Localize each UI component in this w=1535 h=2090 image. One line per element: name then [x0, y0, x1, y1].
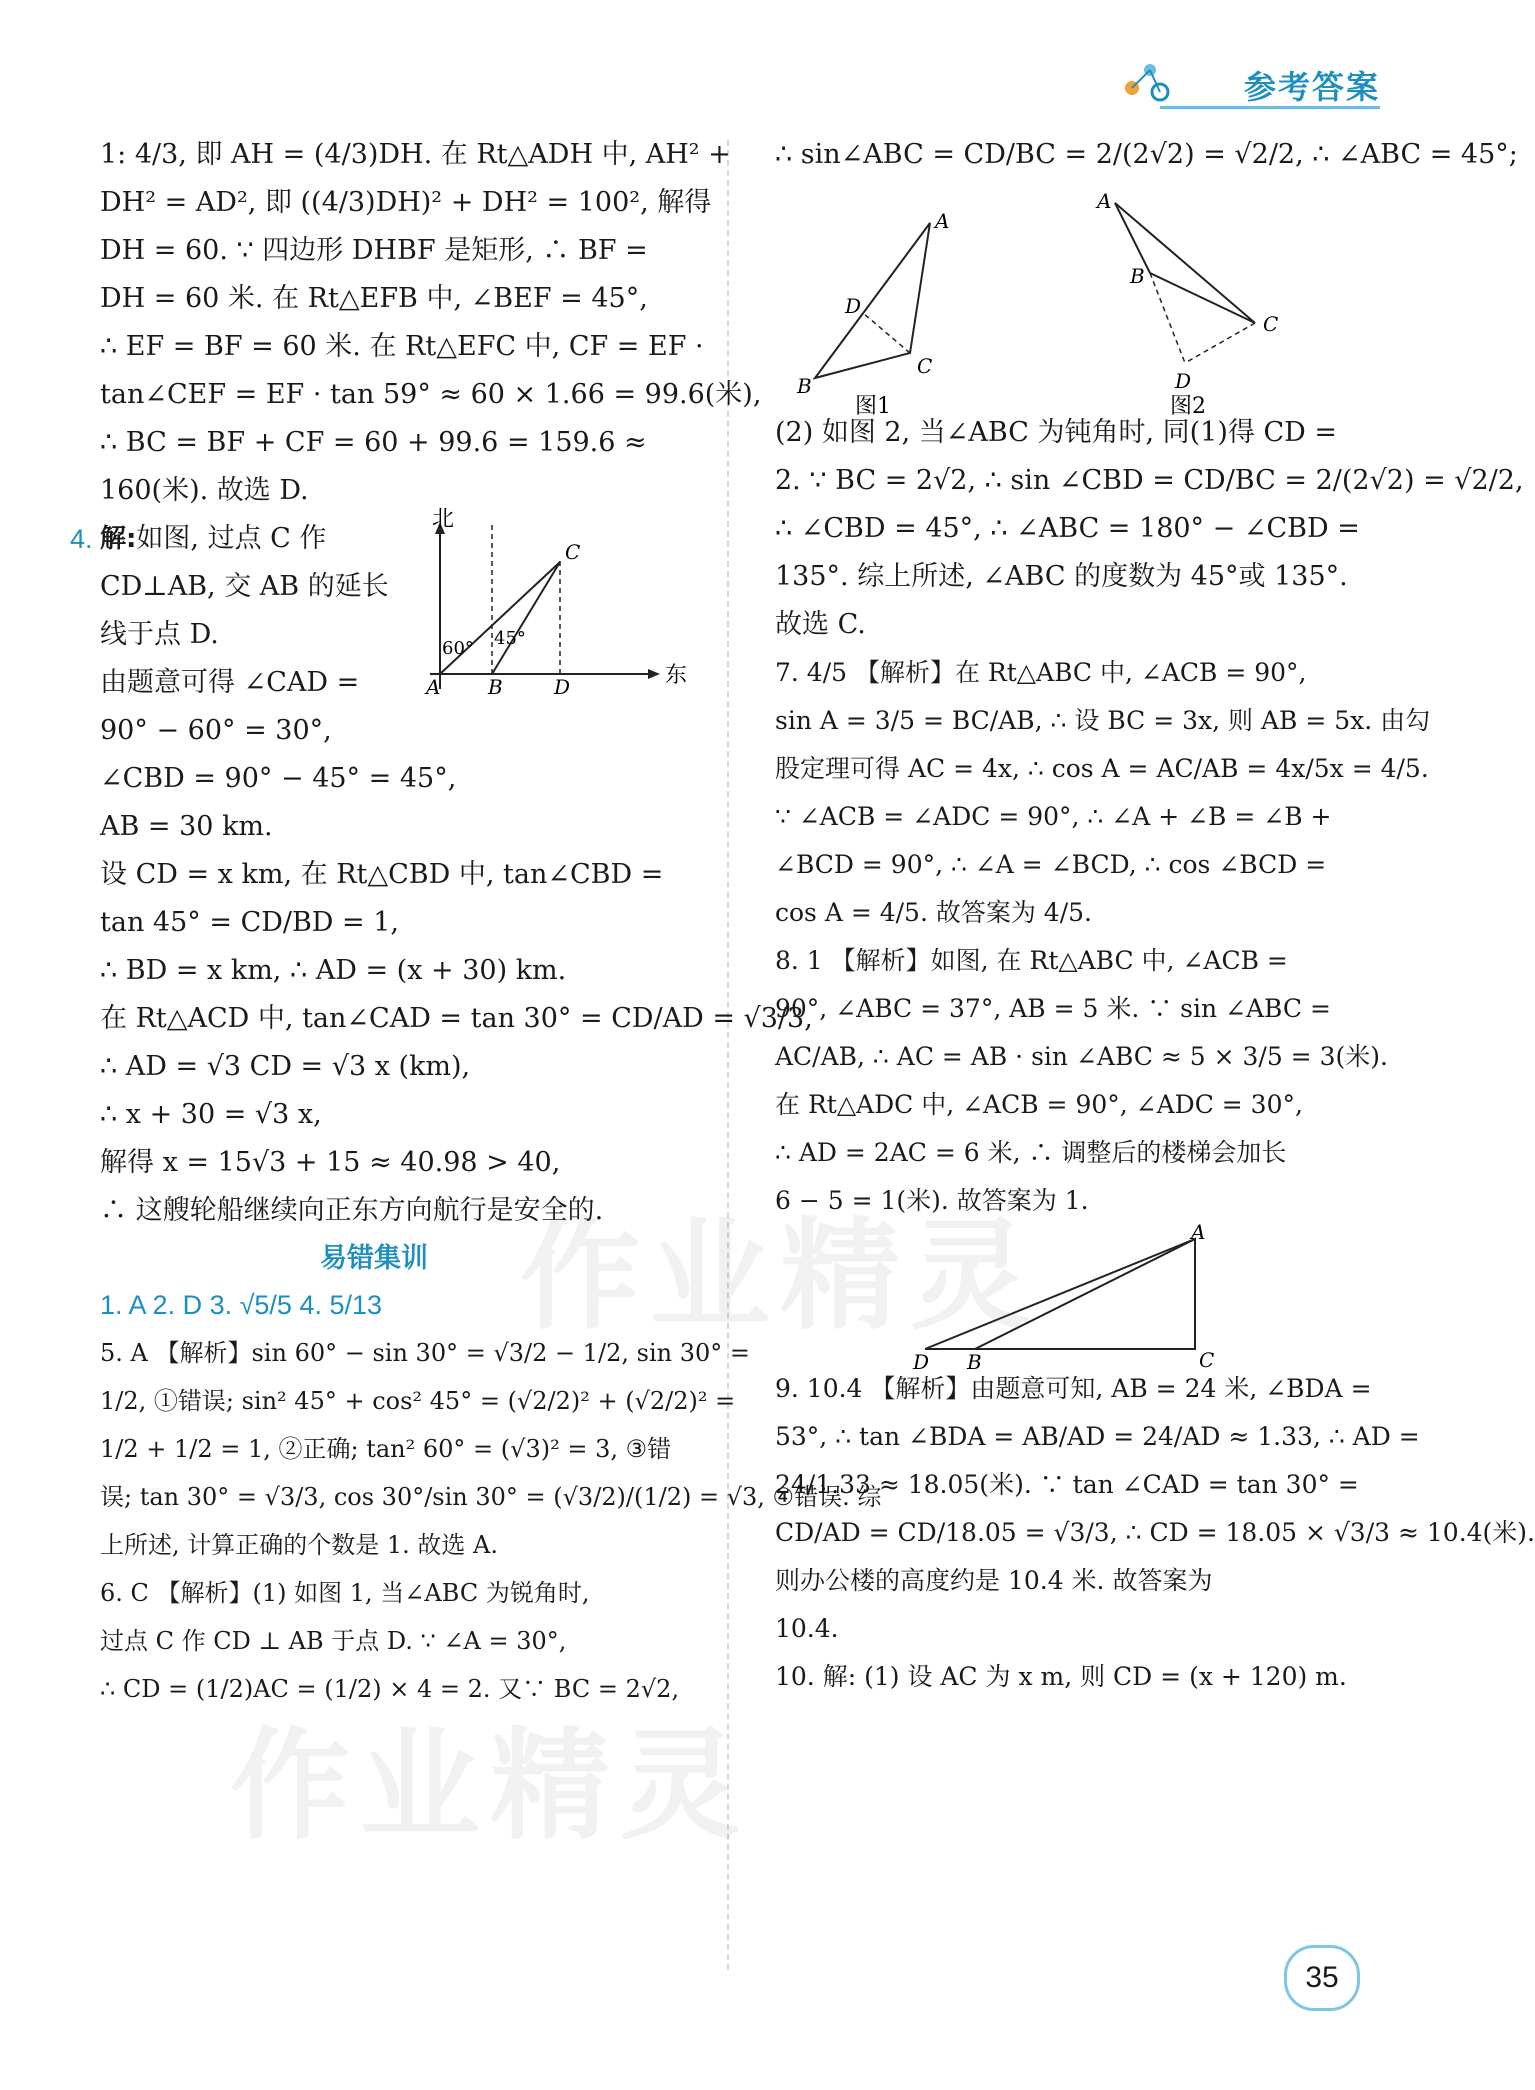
q4-block	[70, 507, 700, 759]
text-line: 10. 解: (1) 设 AC 为 x m, 则 CD = (x + 120) m.	[775, 1662, 1347, 1691]
text-line: 90° − 60° = 30°,	[100, 715, 332, 746]
q8-d: D	[913, 1350, 930, 1374]
text-line: 9. 10.4 【解析】由题意可知, AB = 24 米, ∠BDA =	[775, 1374, 1372, 1403]
text-line: 1/2 + 1/2 = 1, ②正确; tan² 60° = (√3)² = 3, ③错	[100, 1435, 672, 1463]
point-a-label: A	[426, 675, 441, 699]
east-label: 东	[665, 663, 688, 688]
text-line: 误; tan 30° = √3/3, cos 30°/sin 30° = (√3/2)/(1/2) = √3, ④错误. 综	[100, 1483, 882, 1511]
text-line: 1: 4/3, 即 AH = (4/3)DH. 在 Rt△ADH 中, AH² +	[100, 139, 731, 170]
text-line: 股定理可得 AC = 4x, ∴ cos A = AC/AB = 4x/5x = 4/5.	[775, 754, 1429, 783]
text-line: cos A = 4/5. 故答案为 4/5.	[775, 898, 1092, 927]
q4-number: 4.	[70, 524, 93, 554]
text-line: sin A = 3/5 = BC/AB, ∴ 设 BC = 3x, 则 AB = 5x. 由勾	[775, 706, 1431, 735]
text-line: AB = 30 km.	[100, 811, 273, 842]
q8-c: C	[1199, 1348, 1215, 1372]
text-line: ∴ CD = (1/2)AC = (1/2) × 4 = 2. 又∵ BC = 2√2,	[100, 1675, 680, 1703]
angle-60-label: 60°	[442, 638, 474, 659]
text-line: tan 45° = CD/BD = 1,	[100, 907, 400, 938]
section-title: 易错集训	[320, 1243, 428, 1274]
text-line: 24/1.33 ≈ 18.05(米). ∵ tan ∠CAD = tan 30° =	[775, 1470, 1359, 1499]
text-line: ∴ BC = BF + CF = 60 + 99.6 = 159.6 ≈	[100, 427, 647, 458]
text-line: 上所述, 计算正确的个数是 1. 故选 A.	[100, 1531, 499, 1559]
text-line: 过点 C 作 CD ⊥ AB 于点 D. ∵ ∠A = 30°,	[100, 1627, 567, 1655]
watermark: 作业精灵	[520, 1207, 1040, 1346]
text-line: ∵ ∠ACB = ∠ADC = 90°, ∴ ∠A + ∠B = ∠B +	[775, 802, 1332, 831]
point-b-label: B	[488, 675, 503, 699]
text-line: 在 Rt△ACD 中, tan∠CAD = tan 30° = CD/AD = √3/3,	[100, 1003, 813, 1034]
header	[1120, 58, 1380, 118]
text-line: 160(米). 故选 D.	[100, 475, 309, 506]
text-line: 则办公楼的高度约是 10.4 米. 故答案为	[775, 1566, 1213, 1595]
text-line: ∴ sin∠ABC = CD/BC = 2/(2√2) = √2/2, ∴ ∠ABC = 45°;	[775, 139, 1518, 170]
text-line: 10.4.	[775, 1614, 839, 1643]
text-line: 如图, 过点 C 作	[136, 523, 327, 554]
fig2-b: B	[1130, 264, 1145, 288]
text-line: ∠BCD = 90°, ∴ ∠A = ∠BCD, ∴ cos ∠BCD =	[775, 850, 1327, 879]
text-line: (2) 如图 2, 当∠ABC 为钝角时, 同(1)得 CD =	[775, 417, 1337, 448]
text-line: tan∠CEF = EF · tan 59° ≈ 60 × 1.66 = 99.6(米),	[100, 379, 762, 410]
fig1-label: 图1	[855, 394, 891, 419]
text-line: DH = 60 米. 在 Rt△EFB 中, ∠BEF = 45°,	[100, 283, 648, 314]
angle-45-label: 45°	[494, 628, 526, 649]
text-line: 1/2, ①错误; sin² 45° + cos² 45° = (√2/2)² + (√2/2)² =	[100, 1387, 736, 1415]
text-line: AC/AB, ∴ AC = AB · sin ∠ABC ≈ 5 × 3/5 = 3(米).	[775, 1042, 1388, 1071]
text-line: ∴ AD = √3 CD = √3 x (km),	[100, 1051, 471, 1082]
fig1-b: B	[797, 374, 812, 398]
text-line: ∴ ∠CBD = 45°, ∴ ∠ABC = 180° − ∠CBD =	[775, 513, 1360, 544]
page-number: 35	[1284, 1945, 1360, 2011]
text-line: ∴ 这艘轮船继续向正东方向航行是安全的.	[100, 1195, 604, 1226]
answers-row: 1. A 2. D 3. √5/5 4. 5/13	[100, 1290, 383, 1320]
triangle-figures	[775, 183, 1335, 419]
fig2-c: C	[1263, 312, 1279, 336]
fig2-d: D	[1175, 369, 1192, 393]
text-line: ∴ AD = 2AC = 6 米, ∴ 调整后的楼梯会加长	[775, 1138, 1287, 1167]
fig2-label: 图2	[1170, 394, 1206, 419]
text-line: 90°, ∠ABC = 37°, AB = 5 米. ∵ sin ∠ABC =	[775, 994, 1331, 1023]
text-line: ∠CBD = 90° − 45° = 45°,	[100, 763, 457, 794]
text-line: 5. A 【解析】sin 60° − sin 30° = √3/2 − 1/2, sin 30° =	[100, 1339, 750, 1367]
fig2-a: A	[1097, 189, 1112, 213]
text-line: 7. 4/5 【解析】在 Rt△ABC 中, ∠ACB = 90°,	[775, 658, 1307, 687]
fig1-d: D	[845, 294, 862, 318]
text-line: 在 Rt△ADC 中, ∠ACB = 90°, ∠ADC = 30°,	[775, 1090, 1303, 1119]
text-line: DH = 60. ∵ 四边形 DHBF 是矩形, ∴ BF =	[100, 235, 648, 266]
text-line: DH² = AD², 即 ((4/3)DH)² + DH² = 100², 解得	[100, 187, 712, 218]
text-line: ∴ x + 30 = √3 x,	[100, 1099, 322, 1130]
watermark: 作业精灵	[230, 1717, 750, 1856]
text-line: 6 − 5 = 1(米). 故答案为 1.	[775, 1186, 1089, 1215]
header-title: 参考答案	[1243, 68, 1380, 106]
point-d-label: D	[554, 675, 571, 699]
header-underline	[1160, 106, 1380, 109]
text-line: 53°, ∴ tan ∠BDA = AB/AD = 24/AD ≈ 1.33, ∴ AD =	[775, 1422, 1420, 1451]
q8-a: A	[1191, 1220, 1206, 1244]
text-line: 由题意可得 ∠CAD =	[100, 667, 360, 698]
right-column	[775, 135, 1535, 1705]
text-line: 2. ∵ BC = 2√2, ∴ sin ∠CBD = CD/BC = 2/(2√2) = √2/2,	[775, 465, 1524, 496]
text-line: 6. C 【解析】(1) 如图 1, 当∠ABC 为锐角时,	[100, 1579, 590, 1607]
text-line: 故选 C.	[775, 609, 866, 640]
fig1-a: A	[935, 209, 950, 233]
text-line: 设 CD = x km, 在 Rt△CBD 中, tan∠CBD =	[100, 859, 664, 890]
text-line: ∴ BD = x km, ∴ AD = (x + 30) km.	[100, 955, 567, 986]
north-label: 北	[432, 507, 455, 532]
text-line: ∴ EF = BF = 60 米. 在 Rt△EFC 中, CF = EF ·	[100, 331, 704, 362]
q8-b: B	[967, 1350, 982, 1374]
q4-solution-label: 解:	[100, 524, 137, 554]
point-c-label: C	[565, 540, 581, 564]
text-line: CD/AD = CD/18.05 = √3/3, ∴ CD = 18.05 × √3/3 ≈ 10.4(米).	[775, 1518, 1535, 1547]
text-line: 解得 x = 15√3 + 15 ≈ 40.98 > 40,	[100, 1147, 561, 1178]
text-line: 线于点 D.	[100, 619, 219, 650]
q4-diagram	[420, 507, 688, 704]
text-line: CD⊥AB, 交 AB 的延长	[100, 571, 389, 602]
fig1-c: C	[917, 354, 933, 378]
text-line: 135°. 综上所述, ∠ABC 的度数为 45°或 135°.	[775, 561, 1348, 592]
text-line: 8. 1 【解析】如图, 在 Rt△ABC 中, ∠ACB =	[775, 946, 1288, 975]
molecule-logo-icon	[1120, 58, 1180, 108]
